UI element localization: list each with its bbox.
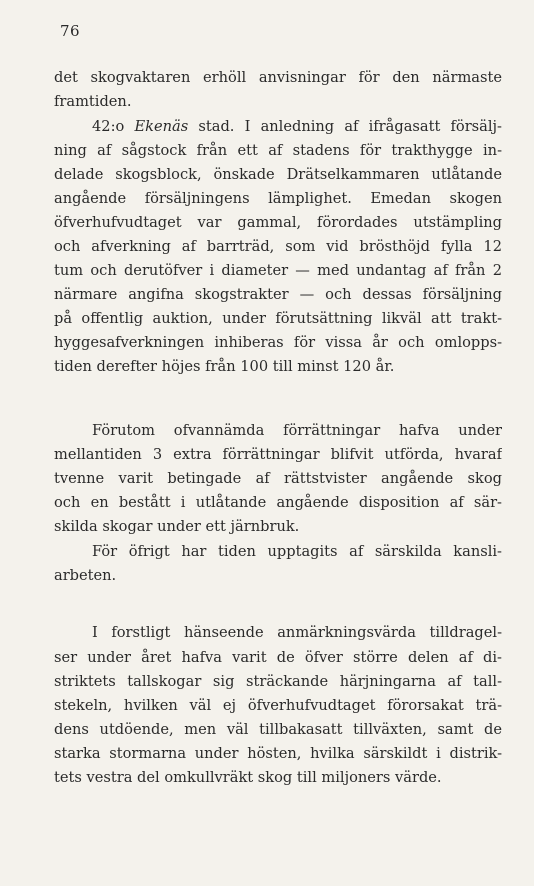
text-line: tum och derutöfver i diameter — med undantag af från 2 <box>54 262 502 279</box>
text-line: ser under året hafva varit de öfver större delen af di- <box>54 649 502 666</box>
text-line: på offentlig auktion, under förutsättning likväl att trakt- <box>54 310 502 327</box>
text-line: delade skogsblock, önskade Drätselkammaren utlåtande <box>54 166 502 183</box>
text-line: mellantiden 3 extra förrättningar blifvit utförda, hvaraf <box>54 446 502 463</box>
text-line: arbeten. <box>54 567 117 584</box>
text-line: skilda skogar under ett järnbruk. <box>54 518 300 535</box>
text-line: öfverhufvudtaget var gammal, förordades utstämpling <box>54 214 502 231</box>
place-name: Ekenäs <box>134 118 189 135</box>
text-line: det skogvaktaren erhöll anvisningar för den närmaste <box>54 69 502 86</box>
text-line: tvenne varit betingade af rättstvister angående skog <box>54 470 502 487</box>
text-line: dens utdöende, men väl tillbakasatt tillväxten, samt de <box>54 721 502 738</box>
text-line: framtiden. <box>54 93 132 110</box>
text-line: och afverkning af barrträd, som vid brösthöjd fylla 12 <box>54 238 502 255</box>
text-line: närmare angifna skogstrakter — och dessas försäljning <box>54 286 502 303</box>
text-line: starka stormarna under hösten, hvilka särskildt i distrik- <box>54 745 502 762</box>
text-line: ning af sågstock från ett af stadens för trakthygge in- <box>54 142 502 159</box>
text-line: angående försäljningens lämplighet. Emedan skogen <box>54 190 502 207</box>
page-number: 76 <box>60 22 81 40</box>
text-line: I forstligt hänseende anmärkningsvärda tilldragel- <box>92 624 502 641</box>
text-line: stekeln, hvilken väl ej öfverhufvudtaget förorsakat trä- <box>54 697 502 714</box>
text-line: och en bestått i utlåtande angående disposition af sär- <box>54 494 502 511</box>
text-line: hyggesafverkningen inhiberas för vissa år och omlopps- <box>54 334 502 351</box>
text-line: tets vestra del omkullvräkt skog till miljoners värde. <box>54 769 442 786</box>
text-line: Förutom ofvannämda förrättningar hafva under <box>92 422 502 439</box>
text-line: För öfrigt har tiden upptagits af särskilda kansli- <box>92 543 502 560</box>
text-line: tiden derefter höjes från 100 till minst 120 år. <box>54 358 395 375</box>
text-line: 42:o Ekenäs stad. I anledning af ifrågasatt försälj- <box>92 118 502 135</box>
text-line: striktets tallskogar sig sträckande härjningarna af tall- <box>54 673 502 690</box>
